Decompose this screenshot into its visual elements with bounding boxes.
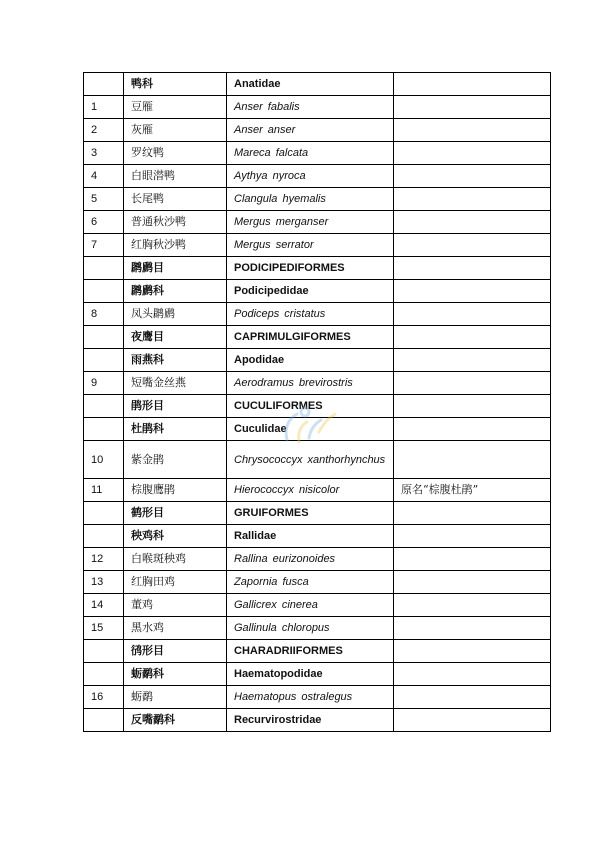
chinese-name-cell: 黑水鸡	[124, 617, 227, 640]
note-cell	[394, 372, 551, 395]
bird-species-table	[83, 72, 551, 732]
row-number-cell: 6	[84, 211, 124, 234]
scientific-name-cell: Gallicrex cinerea	[227, 594, 394, 617]
chinese-name-cell: 鸻形目	[124, 640, 227, 663]
scientific-name-cell: Podiceps cristatus	[227, 303, 394, 326]
note-cell	[394, 119, 551, 142]
scientific-name-cell: Aythya nyroca	[227, 165, 394, 188]
row-number-cell: 1	[84, 96, 124, 119]
note-cell	[394, 349, 551, 372]
taxon-row	[84, 280, 551, 303]
taxon-row	[84, 663, 551, 686]
scientific-name-cell: Clangula hyemalis	[227, 188, 394, 211]
chinese-name-cell: 白喉斑秧鸡	[124, 548, 227, 571]
scientific-name-cell: Gallinula chloropus	[227, 617, 394, 640]
scientific-name-cell: Apodidae	[227, 349, 394, 372]
scientific-name-cell: Zapornia fusca	[227, 571, 394, 594]
scientific-name-cell: Chrysococcyx xanthorhynchus	[227, 441, 394, 479]
note-cell	[394, 165, 551, 188]
scientific-name-cell: Cuculidae	[227, 418, 394, 441]
scientific-name-cell: Rallina eurizonoides	[227, 548, 394, 571]
chinese-name-cell: 夜鹰目	[124, 326, 227, 349]
species-row	[84, 617, 551, 640]
chinese-name-cell: 棕腹鹰鹃	[124, 479, 227, 502]
scientific-name-cell: Podicipedidae	[227, 280, 394, 303]
note-cell	[394, 709, 551, 732]
row-number-cell: 12	[84, 548, 124, 571]
scientific-name-cell: CUCULIFORMES	[227, 395, 394, 418]
taxon-row	[84, 326, 551, 349]
chinese-name-cell: 灰雁	[124, 119, 227, 142]
chinese-name-cell: 鹃形目	[124, 395, 227, 418]
chinese-name-cell: 短嘴金丝燕	[124, 372, 227, 395]
note-cell	[394, 525, 551, 548]
scientific-name-cell: Rallidae	[227, 525, 394, 548]
row-number-cell: 13	[84, 571, 124, 594]
note-cell	[394, 502, 551, 525]
species-row	[84, 441, 551, 479]
row-number-cell	[84, 502, 124, 525]
note-cell	[394, 257, 551, 280]
scientific-name-cell: Anser fabalis	[227, 96, 394, 119]
row-number-cell: 14	[84, 594, 124, 617]
note-cell	[394, 326, 551, 349]
taxon-row	[84, 257, 551, 280]
scientific-name-cell: Recurvirostridae	[227, 709, 394, 732]
note-cell	[394, 571, 551, 594]
row-number-cell: 5	[84, 188, 124, 211]
species-row	[84, 211, 551, 234]
row-number-cell: 16	[84, 686, 124, 709]
note-cell	[394, 280, 551, 303]
note-cell	[394, 548, 551, 571]
note-cell	[394, 211, 551, 234]
species-row	[84, 119, 551, 142]
scientific-name-cell: Anatidae	[227, 73, 394, 96]
note-cell	[394, 441, 551, 479]
chinese-name-cell: 鹤形目	[124, 502, 227, 525]
note-cell	[394, 142, 551, 165]
taxon-row	[84, 418, 551, 441]
row-number-cell	[84, 525, 124, 548]
row-number-cell	[84, 326, 124, 349]
note-cell	[394, 96, 551, 119]
taxon-row	[84, 349, 551, 372]
note-cell	[394, 188, 551, 211]
scientific-name-cell: PODICIPEDIFORMES	[227, 257, 394, 280]
chinese-name-cell: 普通秋沙鸭	[124, 211, 227, 234]
row-number-cell	[84, 663, 124, 686]
row-number-cell: 2	[84, 119, 124, 142]
table-body	[84, 73, 551, 732]
chinese-name-cell: 凤头䴙䴘	[124, 303, 227, 326]
row-number-cell	[84, 257, 124, 280]
note-cell	[394, 395, 551, 418]
note-cell	[394, 640, 551, 663]
note-cell	[394, 663, 551, 686]
species-row	[84, 165, 551, 188]
row-number-cell	[84, 640, 124, 663]
scientific-name-cell: Anser anser	[227, 119, 394, 142]
species-row	[84, 594, 551, 617]
row-number-cell	[84, 709, 124, 732]
species-row	[84, 479, 551, 502]
scientific-name-cell: Hierococcyx nisicolor	[227, 479, 394, 502]
row-number-cell: 7	[84, 234, 124, 257]
chinese-name-cell: 䴙䴘科	[124, 280, 227, 303]
row-number-cell	[84, 280, 124, 303]
species-row	[84, 686, 551, 709]
species-row	[84, 234, 551, 257]
note-cell	[394, 234, 551, 257]
chinese-name-cell: 白眼潜鸭	[124, 165, 227, 188]
note-cell	[394, 73, 551, 96]
species-row	[84, 142, 551, 165]
chinese-name-cell: 豆雁	[124, 96, 227, 119]
chinese-name-cell: 鸭科	[124, 73, 227, 96]
row-number-cell: 3	[84, 142, 124, 165]
species-row	[84, 188, 551, 211]
chinese-name-cell: 董鸡	[124, 594, 227, 617]
scientific-name-cell: Mareca falcata	[227, 142, 394, 165]
row-number-cell: 10	[84, 441, 124, 479]
note-cell	[394, 686, 551, 709]
note-cell	[394, 418, 551, 441]
species-row	[84, 571, 551, 594]
row-number-cell	[84, 73, 124, 96]
chinese-name-cell: 反嘴鹬科	[124, 709, 227, 732]
note-cell	[394, 617, 551, 640]
row-number-cell: 4	[84, 165, 124, 188]
note-cell: 原名“棕腹杜鹃”	[394, 479, 551, 502]
note-cell	[394, 303, 551, 326]
row-number-cell: 8	[84, 303, 124, 326]
scientific-name-cell: Haematopus ostralegus	[227, 686, 394, 709]
row-number-cell	[84, 349, 124, 372]
taxon-row	[84, 640, 551, 663]
species-row	[84, 96, 551, 119]
taxon-row	[84, 73, 551, 96]
taxon-row	[84, 709, 551, 732]
row-number-cell: 9	[84, 372, 124, 395]
species-row	[84, 303, 551, 326]
chinese-name-cell: 罗纹鸭	[124, 142, 227, 165]
row-number-cell: 15	[84, 617, 124, 640]
species-row	[84, 548, 551, 571]
species-row	[84, 372, 551, 395]
scientific-name-cell: Mergus serrator	[227, 234, 394, 257]
chinese-name-cell: 红胸田鸡	[124, 571, 227, 594]
chinese-name-cell: 蛎鹬科	[124, 663, 227, 686]
chinese-name-cell: 䴙䴘目	[124, 257, 227, 280]
row-number-cell	[84, 418, 124, 441]
chinese-name-cell: 杜鹃科	[124, 418, 227, 441]
chinese-name-cell: 秧鸡科	[124, 525, 227, 548]
scientific-name-cell: CHARADRIIFORMES	[227, 640, 394, 663]
taxon-row	[84, 525, 551, 548]
chinese-name-cell: 红胸秋沙鸭	[124, 234, 227, 257]
taxon-row	[84, 395, 551, 418]
scientific-name-cell: CAPRIMULGIFORMES	[227, 326, 394, 349]
chinese-name-cell: 蛎鹬	[124, 686, 227, 709]
chinese-name-cell: 雨燕科	[124, 349, 227, 372]
scientific-name-cell: GRUIFORMES	[227, 502, 394, 525]
note-cell	[394, 594, 551, 617]
scientific-name-cell: Aerodramus brevirostris	[227, 372, 394, 395]
row-number-cell	[84, 395, 124, 418]
chinese-name-cell: 长尾鸭	[124, 188, 227, 211]
chinese-name-cell: 紫金鹃	[124, 441, 227, 479]
row-number-cell: 11	[84, 479, 124, 502]
taxon-row	[84, 502, 551, 525]
scientific-name-cell: Mergus merganser	[227, 211, 394, 234]
scientific-name-cell: Haematopodidae	[227, 663, 394, 686]
